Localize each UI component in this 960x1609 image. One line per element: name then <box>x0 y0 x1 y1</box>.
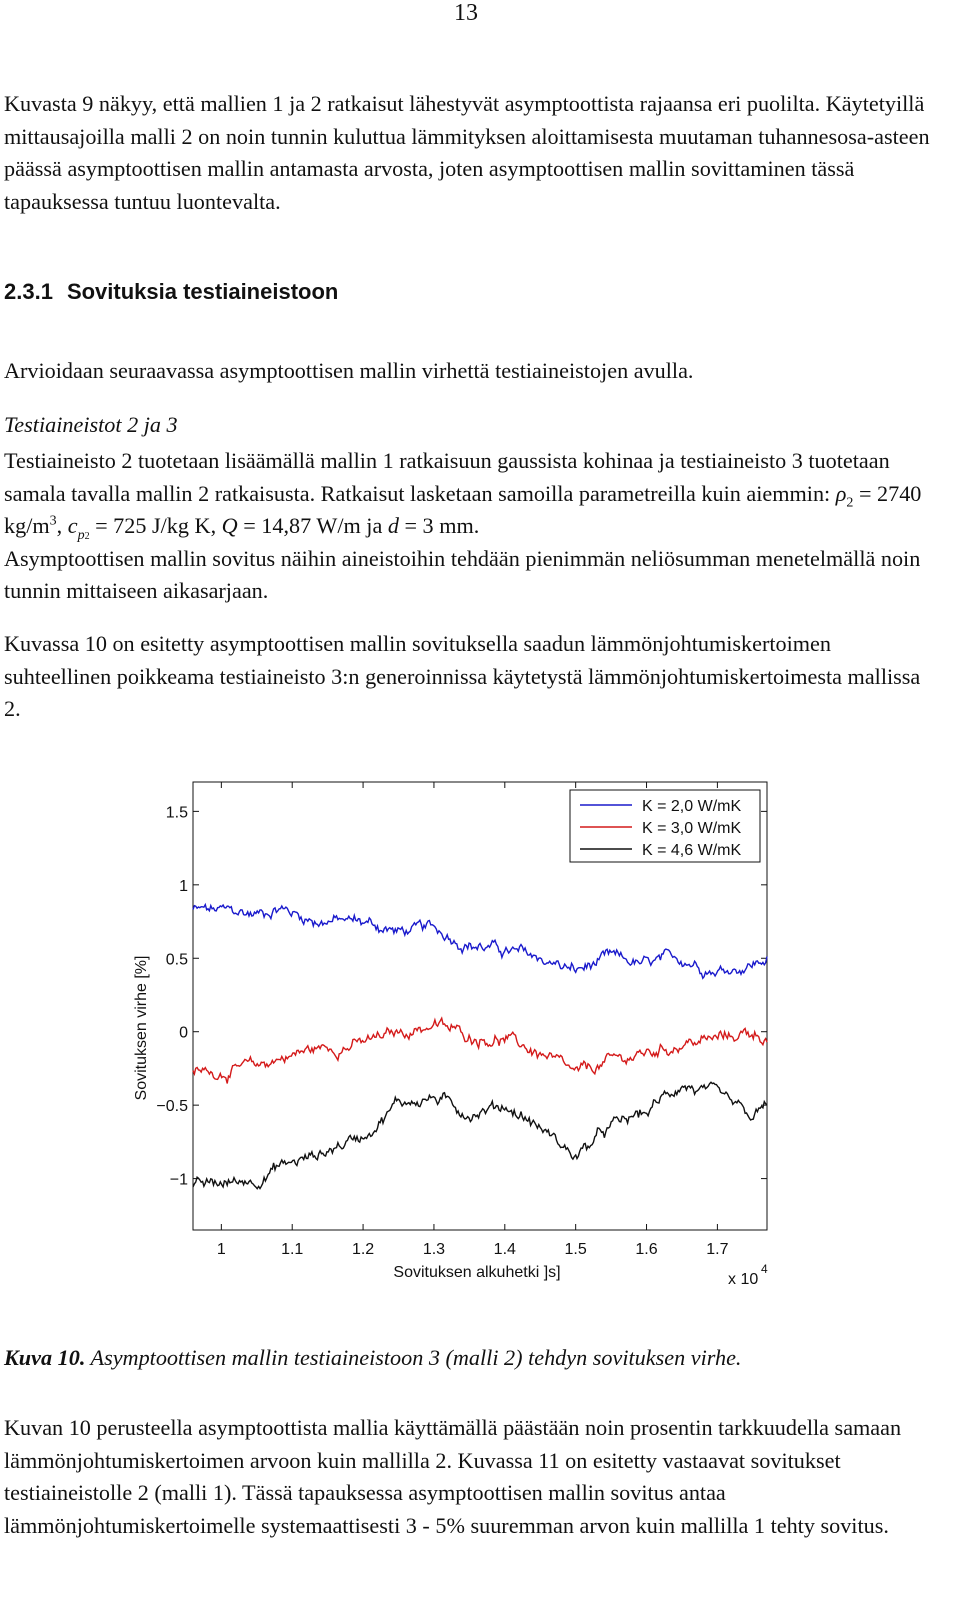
y-tick-label: −0.5 <box>156 1098 188 1116</box>
section-heading <box>4 279 338 305</box>
legend-label-3: K = 4,6 W/mK <box>642 842 742 859</box>
rho-subscript: 2 <box>846 495 854 511</box>
series-line-1 <box>193 905 767 979</box>
x-tick-label: 1 <box>216 1241 226 1258</box>
paragraph-conclusion: Kuvan 10 perusteella asymptoottista mallia käyttämällä päästään noin prosentin tarkkuudella samaan lämmönjohtumiskertoimen arvoon kuin mallilla 2. Kuvassa 11 on esitetty vastaavat sovitukset testiaineistolle 2 (malli 1). Tässä tapauksessa asymptoottisen mallin sovitus antaa lämmönjohtumiskertoimelle systemaattisesti 3 - 5% suuremman arvon kuin mallilla 1 tehty sovitus. <box>4 1415 902 1538</box>
paragraph-intro: Kuvasta 9 näkyy, että mallien 1 ja 2 ratkaisut lähestyvät asymptoottista rajaansa eri puolilta. Käytetyillä mittausajoilla malli 2 on noin tunnin kuluttua lämmityksen aloittamisesta muutaman tuhannesosa-asteen päässä asymptoottisen mallin antamasta arvosta, joten asymptoottisen mallin sovittaminen tässä tapauksessa tuntuu luontevalta. <box>4 91 930 214</box>
x-tick-label: 1.4 <box>493 1241 516 1258</box>
legend-label-2: K = 3,0 W/mK <box>642 820 742 837</box>
x-tick-label: 1.7 <box>706 1241 729 1258</box>
paragraph-parameters <box>4 445 936 608</box>
paragraph-lead: Arvioidaan seuraavassa asymptoottisen mallin virhettä testiaineistojen avulla. <box>4 358 694 383</box>
series-line-2 <box>193 1018 767 1083</box>
subsection-title: Testiaineistot 2 ja 3 <box>4 412 178 437</box>
d-value: = 3 mm. <box>398 513 480 539</box>
caption-label: Kuva 10. <box>4 1345 86 1370</box>
d-symbol: d <box>387 513 399 539</box>
series-line-3 <box>193 1082 767 1188</box>
section-title: Sovituksia testiaineistoon <box>66 279 339 304</box>
comma-sep: , <box>56 513 68 539</box>
cp-subscript <box>78 528 90 543</box>
y-tick-label: −1 <box>169 1171 188 1189</box>
y-tick-label: 1 <box>179 877 188 895</box>
y-tick-label: 0 <box>179 1024 188 1042</box>
params-text-a: Testiaineisto 2 tuotetaan lisäämällä mallin 1 ratkaisuun gaussista kohinaa ja testiaineisto 3 tuotetaan samala tavalla mallin 2 ratkaisusta. Ratkaisut lasketaan samoilla parametreilla kuin aiemmin: <box>4 448 890 506</box>
cp-sub-p: p <box>77 527 85 543</box>
x-tick-label: 1.2 <box>351 1241 375 1258</box>
y-axis-label: Sovituksen virhe [%] <box>133 955 150 1101</box>
q-symbol: Q <box>221 513 238 539</box>
paragraph-figure-intro: Kuvassa 10 on esitetty asymptoottisen mallin sovituksella saadun lämmönjohtumiskertoimen suhteellinen poikkeama testiaineisto 3:n generoinnissa käytetystä lämmönjohtumiskertoimesta mallissa 2. <box>4 631 921 722</box>
section-number: 2.3.1 <box>4 279 53 304</box>
cp-value: = 725 J/kg K, <box>89 513 222 539</box>
x-multiplier: x 10 <box>728 1271 759 1288</box>
x-tick-label: 1.6 <box>635 1241 658 1258</box>
x-multiplier-exponent: 4 <box>761 1262 768 1276</box>
figure-caption <box>4 1345 741 1371</box>
x-tick-label: 1.1 <box>281 1241 304 1258</box>
x-tick-label: 1.5 <box>564 1241 587 1258</box>
y-tick-label: 1.5 <box>165 804 188 822</box>
rho-value: = 2740 kg/m <box>4 480 922 539</box>
rho-symbol: ρ <box>835 480 847 506</box>
cp-symbol: c <box>67 513 78 539</box>
x-axis-label: Sovituksen alkuhetki ]s] <box>393 1264 561 1281</box>
legend-label-1: K = 2,0 W/mK <box>642 798 742 815</box>
rho-superscript: 3 <box>49 513 57 529</box>
page-number: 13 <box>454 0 478 26</box>
y-tick-label: 0.5 <box>165 951 188 969</box>
error-chart <box>0 760 960 1330</box>
cp-sub-2: 2 <box>84 530 90 542</box>
x-tick-label: 1.3 <box>422 1241 446 1258</box>
caption-text: Asymptoottisen mallin testiaineistoon 3 (malli 2) tehdyn sovituksen virhe. <box>85 1345 742 1370</box>
params-text-b: Asymptoottisen mallin sovitus näihin aineistoihin tehdään pienimmän neliösumman menetelmällä noin tunnin mittaiseen aikasarjaan. <box>4 545 921 604</box>
q-value: = 14,87 W/m ja <box>237 513 388 539</box>
